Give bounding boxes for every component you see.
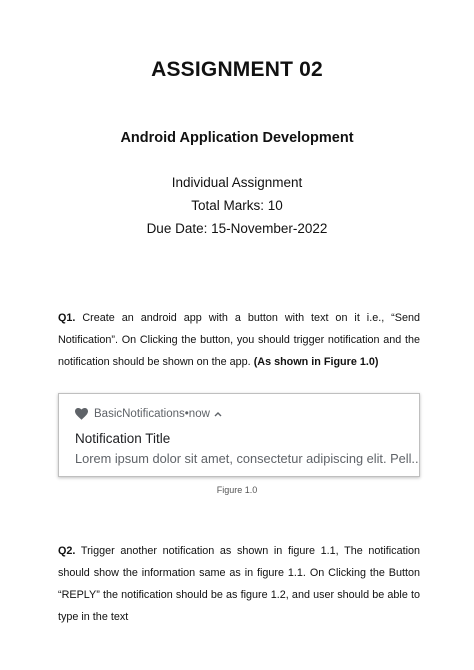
notification-card <box>65 400 419 470</box>
notification-header <box>75 408 222 420</box>
assignment-type: Individual Assignment <box>171 175 303 190</box>
question-1-text: Create an android app with a button with text on it i.e., “Send Notification”. On Clicking the button, you should trigger notification and the notification should be shown on the app. <box>58 312 420 368</box>
question-2-text: Trigger another notification as shown in figure 1.1, The notification should show the information same as in figure 1.1. On Clicking the Button “REPLY” the notification should be as figure 1.2, and user should be able to type in the text <box>58 545 420 623</box>
total-marks-value: 10 <box>267 198 283 213</box>
heart-icon <box>75 408 88 420</box>
figure-caption: Figure 1.0 <box>216 485 258 495</box>
question-2-label: Q2. <box>58 545 76 557</box>
notification-time: now <box>188 408 210 420</box>
question-2 <box>58 540 420 628</box>
chevron-up-icon <box>214 409 222 419</box>
notification-app-name: BasicNotifications <box>94 408 185 420</box>
figure-notification-image <box>58 393 420 477</box>
question-1 <box>58 307 420 373</box>
course-subtitle: Android Application Development <box>120 130 354 146</box>
notification-separator: • <box>184 408 189 420</box>
due-date-value: 15-November-2022 <box>211 221 328 236</box>
question-1-label: Q1. <box>58 312 76 324</box>
notification-title: Notification Title <box>75 431 171 446</box>
due-date <box>0 221 474 236</box>
due-date-label: Due Date: <box>146 221 212 236</box>
page-title: ASSIGNMENT 02 <box>151 58 323 81</box>
total-marks <box>0 198 474 213</box>
question-1-figure-ref: (As shown in Figure 1.0) <box>253 356 379 368</box>
total-marks-label: Total Marks: <box>191 198 268 213</box>
notification-body: Lorem ipsum dolor sit amet, consectetur adipiscing elit. Pell.. <box>75 451 419 466</box>
